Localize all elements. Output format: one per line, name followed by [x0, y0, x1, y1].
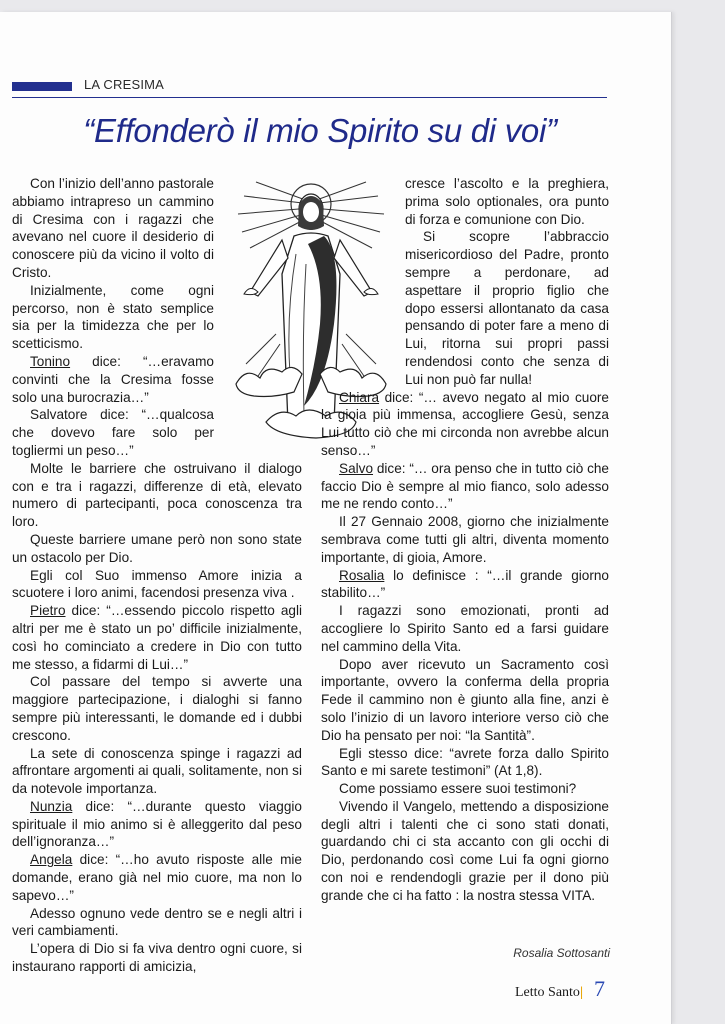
page-number: 7	[594, 976, 605, 1001]
header-rule	[12, 97, 607, 98]
speaker-name: Salvo	[339, 460, 374, 476]
speaker-name: Chiara	[339, 389, 380, 405]
speaker-name: Rosalia	[339, 567, 385, 583]
author-signature: Rosalia Sottosanti	[513, 946, 610, 960]
paragraph: I ragazzi sono emozionati, pronti ad accogliere lo Spirito Santo ed a farsi guidare nel cammino della Vita.	[321, 603, 609, 654]
paragraph: Adesso ognuno vede dentro se e negli altri i veri cambiamenti.	[12, 905, 302, 939]
section-marker-bar	[12, 82, 72, 91]
paragraph: Il 27 Gennaio 2008, giorno che inizialmente sembrava come tutti gli altri, diventa momento importante, di gioia, Amore.	[321, 514, 609, 565]
paragraph: La sete di conoscenza spinge i ragazzi ad affrontare argomenti ai quali, solitamente, non si da notevole importanza.	[12, 745, 302, 797]
quote-paragraph: Angela dice: “…ho avuto risposte alle mie domande, erano già nel mio cuore, ma non lo sapevo…”	[12, 852, 302, 903]
paragraph: Col passare del tempo si avverte una maggiore partecipazione, i dialoghi si fanno sempre più interessanti, le domande ed i dubbi crescono.	[12, 674, 302, 743]
quote-paragraph: Nunzia dice: “…durante questo viaggio spirituale il mio animo si è alleggerito dal peso dell’ignoranza…”	[12, 798, 302, 850]
speaker-name: Nunzia	[30, 798, 73, 814]
paragraph: Inizialmente, come ogni percorso, non è stato semplice sia per la timidezza che per lo scetticismo.	[12, 282, 214, 352]
speaker-name: Pietro	[30, 603, 66, 619]
quote-paragraph: Salvo dice: “… ora penso che in tutto ciò che faccio Dio è sempre al mio fianco, solo adesso me ne rendo conto…”	[321, 460, 609, 512]
paragraph: Queste barriere umane però non sono state un ostacolo per Dio.	[12, 531, 302, 565]
paragraph: Come possiamo essere suoi testimoni?	[339, 781, 577, 797]
brand-bar-mark: |	[579, 985, 584, 1000]
right-wrap-block	[405, 175, 609, 389]
paragraph: Egli stesso dice: “avrete forza dallo Spirito Santo e mi sarete testimoni” (At 1,8).	[321, 745, 609, 779]
quote-paragraph: Tonino dice: “…eravamo convinti che la Cresima fosse solo una burocrazia…”	[12, 353, 214, 405]
speaker-name: Tonino	[30, 353, 71, 369]
paragraph: Salvatore dice: “…qualcosa che dovevo fare solo per togliermi un peso…”	[12, 407, 214, 458]
paragraph: Vivendo il Vangelo, mettendo a disposizione degli altri i talenti che ci sono stati donati, guardando chi ci sta accanto con gli occhi di Dio, perdonando così come Lui fa ogni giorno con noi e rendendogli grazie per il dono più grande che ci ha fatto : la nostra stessa VITA.	[321, 798, 609, 903]
paragraph: Egli col Suo immenso Amore inizia a scuotere i loro animi, facendosi presenza viva .	[12, 567, 302, 601]
magazine-brand	[515, 985, 583, 1001]
left-wrap-block	[12, 175, 214, 460]
paragraph: Molte le barriere che ostruivano il dialogo con e tra i ragazzi, differenze di età, elevato numero di partecipanti, poca conoscenza tra loro.	[12, 460, 302, 530]
article-right-column	[321, 175, 609, 905]
paragraph: L’opera di Dio si fa viva dentro ogni cuore, si instaurano rapporti di amicizia,	[12, 941, 302, 975]
paragraph: Si scopre l’abbraccio misericordioso del Padre, pronto sempre a perdonare, ad aspettare il proprio figlio che dopo essersi allontanato da casa pensando di poter fare a meno di Lui, ritorna sui propri passi rendendosi conto che senza di Lui non può far nulla!	[405, 229, 609, 387]
quote-paragraph: Rosalia lo definisce : “…il grande giorno stabilito…”	[321, 567, 609, 601]
article-title: “Effonderò il mio Spirito su di voi”	[83, 112, 557, 149]
paragraph: Dopo aver ricevuto un Sacramento così importante, ovvero la conferma della propria Fede il cammino non è giunto alla fine, anzi è solo l’inizio di un lavoro interiore verso ciò che Dio ha pensato per noi: “la Santità”.	[321, 656, 609, 743]
section-label: LA CRESIMA	[84, 77, 165, 92]
brand-name: Letto Santo	[515, 985, 580, 1000]
quote-paragraph: Pietro dice: “…essendo piccolo rispetto agli altri per me è stato un po’ difficile inizialmente, così ho cominciato a credere in Dio con tutto me stesso, a fidarmi di Lui…”	[12, 603, 302, 672]
quote-paragraph: Chiara dice: “… avevo negato al mio cuore la gioia più immensa, accogliere Gesù, senza Lui tutto ciò che mi circonda non avrebbe alcun senso…”	[321, 389, 609, 458]
paragraph: Con l’inizio dell’anno pastorale abbiamo intrapreso un cammino di Cresima con i ragazzi che avevano nel cuore il desiderio di conoscere più da vicino il volto di Cristo.	[12, 176, 214, 280]
speaker-name: Angela	[30, 852, 73, 868]
paragraph: cresce l’ascolto e la preghiera, prima solo optionales, ora punto di forza e comunione con Dio.	[405, 176, 609, 227]
